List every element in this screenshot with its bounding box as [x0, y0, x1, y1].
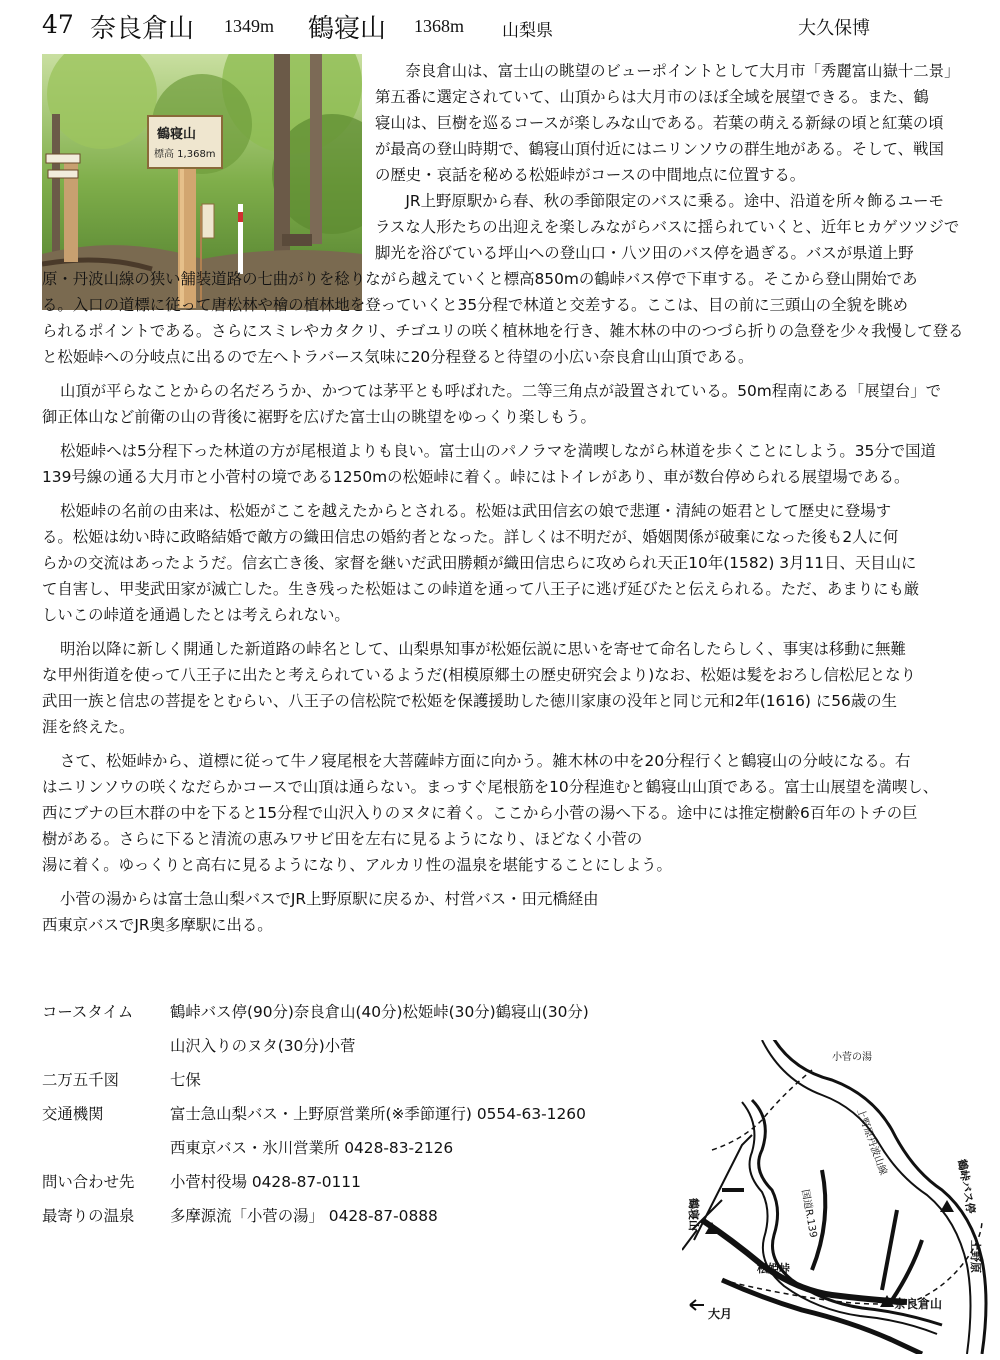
route-map-drawing [682, 1040, 994, 1354]
body-line-10: る。入口の道標に従って唐松林や檜の植林地を登っていくと35分程で林道と交差する。ここは、目の前に三頭山の全貌を眺め [42, 296, 909, 314]
map-label: 二万五千図 [42, 1071, 119, 1089]
transport-line-1: 富士急山梨バス・上野原営業所(※季節運行) 0554-63-1260 [170, 1105, 586, 1123]
altitude-tsurune: 1368m [414, 16, 465, 36]
mountain-name-tsurune: 鶴寝山 [308, 14, 387, 44]
map-label-kamino-line: 上野原丹波山線 [854, 1107, 889, 1177]
map-label-naragura: 奈良倉山 [894, 1297, 943, 1311]
onsen-label: 最寄りの温泉 [42, 1207, 135, 1225]
author-name: 大久保博 [798, 18, 870, 39]
body-line-29: 樹がある。さらに下ると清流の恵みワサビ田を左右に見るようになり、ほどなく小菅の [42, 830, 643, 848]
sign-title: 鶴寝山 [157, 127, 197, 142]
map-value: 七保 [170, 1071, 201, 1089]
course-time-line-1: 鶴峠バス停(90分)奈良倉山(40分)松姫峠(30分)鶴寝山(30分) [170, 1003, 589, 1021]
body-line-14: 御正体山など前衛の山の背後に裾野を広げた富士山の眺望をゆっくり楽しもう。 [42, 408, 596, 426]
body-line-3: 寝山は、巨樹を巡るコースが楽しみな山である。若葉の萌える新緑の頃と紅葉の頃 [375, 114, 944, 132]
body-line-9: 原・丹波山線の狭い舗装道路の七曲がりを稔りながら越えていくと標高850mの鶴峠バス停で下車する。そこから登山開始であ [42, 270, 918, 288]
body-line-28: 西にブナの巨木群の中を下ると15分程で山沢入りのヌタに着く。ここから小菅の湯へ下る。途中には推定樹齢6百年のトチの巨 [42, 804, 918, 822]
body-line-22: 明治以降に新しく開通した新道路の峠名として、山梨県知事が松姫伝説に思いを寄せて命名したらしく、事実は移動に無難 [60, 640, 906, 658]
body-line-31: 小菅の湯からは富士急山梨バスでJR上野原駅に戻るか、村営バス・田元橋経由 [60, 890, 599, 908]
body-line-25: 涯を終えた。 [42, 718, 135, 736]
body-line-19: らかの交流はあったようだ。信玄亡き後、家督を継いだ武田勝頼が織田信忠らに攻められ天正10年(1582) 3月11日、天目山に [42, 554, 917, 572]
body-line-24: 武田一族と信忠の菩提をとむらい、八王子の信松院で松姫を保護援助した徳川家康の没年と同じ元和2年(1616) に56歳の生 [42, 692, 897, 710]
course-time-label: コースタイム [42, 1003, 134, 1021]
prefecture: 山梨県 [502, 21, 553, 41]
body-line-17: 松姫峠の名前の由来は、松姫がここを越えたからとされる。松姫は武田信玄の娘で悲運・清純の姫君として歴史に登場す [60, 502, 892, 520]
body-line-15: 松姫峠へは5分程下った林道の方が尾根道よりも良い。富士山のパノラマを満喫しながら林道を歩くことにしよう。35分で国道 [60, 442, 936, 460]
sign-altitude: 標高 1,368m [154, 149, 216, 160]
body-line-11: られるポイントである。さらにスミレやカタクリ、チゴユリの咲く植林地を行き、雑木林の中のつづら折りの急登を少々我慢して登る [42, 322, 964, 340]
body-line-12: と松姫峠への分岐点に出るので左へトラバース気味に20分程登ると待望の小広い奈良倉山山頂である。 [42, 348, 754, 366]
altitude-naragura: 1349m [224, 16, 275, 36]
body-line-4: が最高の登山時期で、鶴寝山頂付近にはニリンソウの群生地がある。そして、戦国 [375, 140, 944, 158]
body-line-6: JR上野原駅から春、秋の季節限定のバスに乗る。途中、沿道を所々飾るユーモ [405, 192, 944, 210]
mountain-name-naragura: 奈良倉山 [90, 14, 195, 44]
transport-label: 交通機関 [42, 1105, 104, 1123]
onsen-value: 多摩源流「小菅の湯」 0428-87-0888 [170, 1207, 438, 1225]
contact-label: 問い合わせ先 [42, 1173, 135, 1191]
body-line-5: の歴史・哀話を秘める松姫峠がコースの中間地点に位置する。 [375, 166, 806, 184]
body-line-16: 139号線の通る大月市と小菅村の境である1250mの松姫峠に着く。峠にはトイレがあり、車が数台停められる展望場である。 [42, 468, 910, 486]
map-label-tsurutoge: 鶴峠バス停 [955, 1158, 978, 1215]
map-label-route139: 国道R.139 [799, 1188, 819, 1239]
contact-value: 小菅村役場 0428-87-0111 [170, 1173, 361, 1191]
body-line-2: 第五番に選定されていて、山頂からは大月市のほぼ全域を展望できる。また、鶴 [375, 88, 929, 106]
map-label-matsuhime: 松姫峠 [757, 1262, 790, 1275]
article-number: 47 [42, 10, 74, 39]
map-label-otsuki: 大月 [708, 1307, 733, 1321]
body-line-26: さて、松姫峠から、道標に従って牛ノ寝尾根を大菩薩峠方面に向かう。雑木林の中を20分程行くと鶴寝山の分岐になる。右 [60, 752, 911, 770]
course-time-line-2: 山沢入りのヌタ(30分)小菅 [170, 1037, 356, 1055]
map-label-uenohara: 上野原 [969, 1240, 982, 1273]
body-line-30: 湯に着く。ゆっくりと高右に見るようになり、アルカリ性の温泉を堪能することにしよう。 [42, 856, 672, 874]
body-line-7: ラスな人形たちの出迎えを楽しみながらバスに揺られていくと、近年ヒカゲツツジで [375, 218, 960, 236]
page-header [42, 8, 982, 44]
transport-line-2: 西東京バス・氷川営業所 0428-83-2126 [170, 1139, 454, 1157]
body-line-27: はニリンソウの咲くなだらかコースで山頂は通らない。まっすぐ尾根筋を10分程進むと鶴寝山山頂である。富士山展望を満喫し、 [42, 778, 939, 796]
body-line-23: な甲州街道を使って八王子に出たと考えられているようだ(相模原郷土の歴史研究会より)なお、松姫は髪をおろし信松尼となり [42, 666, 916, 684]
arrow-left-icon [690, 1300, 704, 1310]
body-line-18: る。松姫は幼い時に政略結婚で敵方の織田信忠の婚約者となった。詳しくは不明だが、婚姻関係が破棄になった後も2人に何 [42, 528, 899, 546]
body-line-8: 脚光を浴びている坪山への登山口・八ツ田のバス停を過ぎる。バスが県道上野 [375, 244, 914, 262]
body-line-32: 西東京バスでJR奥多摩駅に出る。 [42, 916, 273, 934]
map-label-tsuruneyama: 鶴寝山 [687, 1198, 700, 1231]
route-map [682, 1040, 994, 1354]
map-label-kosuge: 小菅の湯 [832, 1052, 872, 1063]
body-line-1: 奈良倉山は、富士山の眺望のビューポイントとして大月市「秀麗富山嶽十二景」 [405, 62, 960, 80]
body-line-20: て自害し、甲斐武田家が滅亡した。生き残った松姫はこの峠道を通って八王子に逃げ延びたと伝えられる。ただ、あまりにも厳 [42, 580, 920, 598]
body-line-13: 山頂が平らなことからの名だろうか、かつては茅平とも呼ばれた。二等三角点が設置されている。50m程南にある「展望台」で [60, 382, 942, 400]
body-line-21: しいこの峠道を通過したとは考えられない。 [42, 606, 350, 624]
